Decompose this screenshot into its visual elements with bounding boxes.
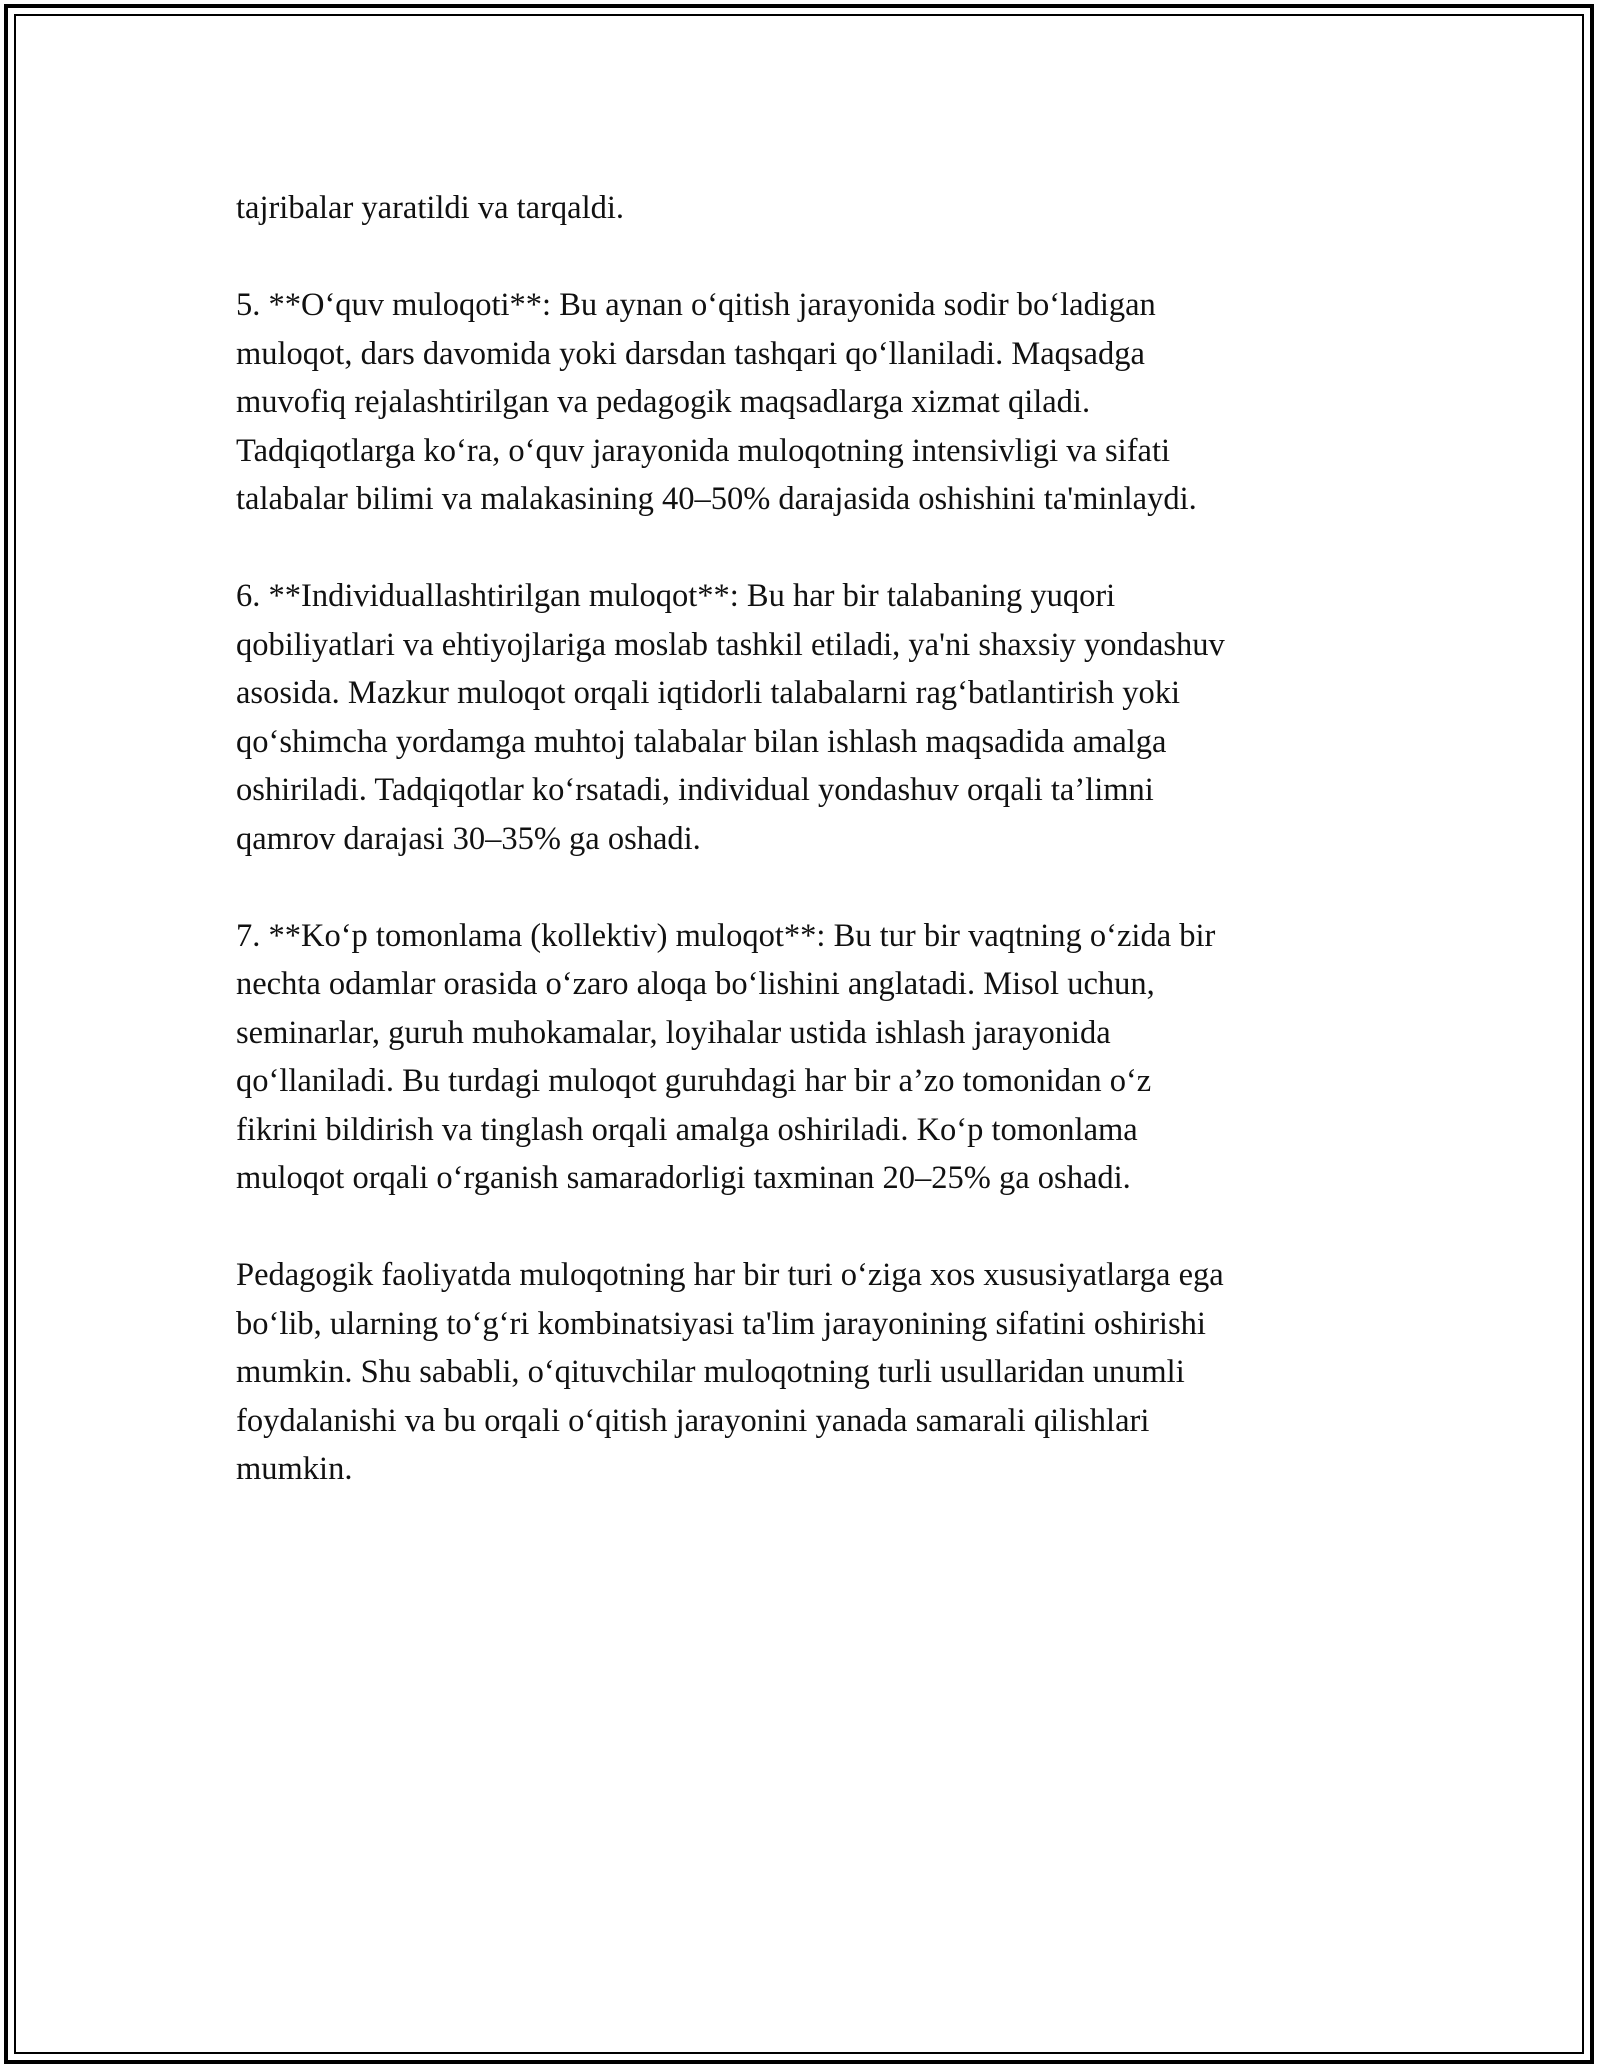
paragraph-item-5: 5. **O‘quv muloqoti**: Bu aynan o‘qitish jarayonida sodir bo‘ladigan muloqot, dars davomida yoki darsdan tashqari qo‘llaniladi. Maqsadga muvofiq rejalashtirilgan va pedagogik maqsadlarga xizmat qiladi. Tadqiqotlarga ko‘ra, o‘quv jarayonida muloqotning intensivligi va sifati talabalar bilimi va malakasining 40–50% darajasida oshishini ta'minlaydi. xyxy=(236,287,1197,517)
paragraph-item-7: 7. **Ko‘p tomonlama (kollektiv) muloqot**: Bu tur bir vaqtning o‘zida bir nechta odamlar orasida o‘zaro aloqa bo‘lishini anglatadi. Misol uchun, seminarlar, guruh muhokamalar, loyihalar ustida ishlash jarayonida qo‘llaniladi. Bu turdagi muloqot guruhdagi har bir a’zo tomonidan o‘z fikrini bildirish va tinglash orqali amalga oshiriladi. Ko‘p tomonlama muloqot orqali o‘rganish samaradorligi taxminan 20–25% ga oshadi. xyxy=(236,917,1216,1196)
paragraph-conclusion: Pedagogik faoliyatda muloqotning har bir turi o‘ziga xos xususiyatlarga ega bo‘lib, ularning to‘g‘ri kombinatsiyasi ta'lim jarayonining sifatini oshirishi mumkin. Shu sababli, o‘qituvchilar muloqotning turli usullaridan unumli foydalanishi va bu orqali o‘qitish jarayonini yanada samarali qilishlari mumkin. xyxy=(236,1257,1224,1487)
document-body xyxy=(236,184,1366,1542)
paragraph-continuation: tajribalar yaratildi va tarqaldi. xyxy=(236,190,625,226)
paragraph-item-6: 6. **Individuallashtirilgan muloqot**: Bu har bir talabaning yuqori qobiliyatlari va ehtiyojlariga moslab tashkil etiladi, ya'ni shaxsiy yondashuv asosida. Mazkur muloqot orqali iqtidorli talabalarni rag‘batlantirish yoki qo‘shimcha yordamga muhtoj talabalar bilan ishlash maqsadida amalga oshiriladi. Tadqiqotlar ko‘rsatadi, individual yondashuv orqali ta’limni qamrov darajasi 30–35% ga oshadi. xyxy=(236,578,1225,857)
